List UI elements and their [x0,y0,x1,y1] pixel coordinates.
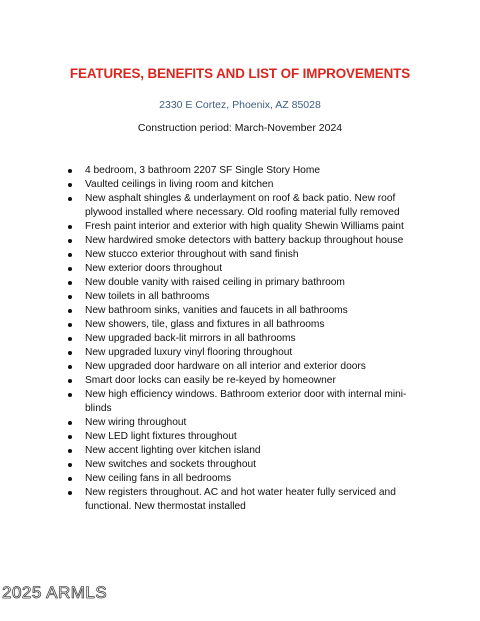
feature-item: New LED light fixtures throughout [65,430,425,444]
feature-item: New showers, tile, glass and fixtures in all bathrooms [65,318,425,332]
feature-item: New stucco exterior throughout with sand finish [65,248,425,262]
feature-item: Vaulted ceilings in living room and kitchen [65,178,425,192]
feature-item: New upgraded door hardware on all interior and exterior doors [65,360,425,374]
property-address: 2330 E Cortez, Phoenix, AZ 85028 [159,99,321,111]
feature-item: Smart door locks can easily be re-keyed by homeowner [65,374,425,388]
feature-item: New upgraded luxury vinyl flooring throughout [65,346,425,360]
feature-item: New registers throughout. AC and hot water heater fully serviced and functional. New thermostat installed [65,486,425,514]
feature-item: New accent lighting over kitchen island [65,444,425,458]
document-title: FEATURES, BENEFITS AND LIST OF IMPROVEMENTS [69,66,411,81]
feature-item: New upgraded back-lit mirrors in all bathrooms [65,332,425,346]
features-list [65,164,425,514]
feature-item: 4 bedroom, 3 bathroom 2207 SF Single Story Home [65,164,425,178]
feature-item: New exterior doors throughout [65,262,425,276]
feature-item: New bathroom sinks, vanities and faucets in all bathrooms [65,304,425,318]
construction-period: Construction period: March-November 2024 [137,122,343,134]
feature-item: New toilets in all bathrooms [65,290,425,304]
feature-item: New switches and sockets throughout [65,458,425,472]
feature-item: Fresh paint interior and exterior with high quality Shewin Williams paint [65,220,425,234]
feature-item: New wiring throughout [65,416,425,430]
feature-item: New asphalt shingles & underlayment on roof & back patio. New roof plywood installed where necessary. Old roofing material fully removed [65,192,425,220]
mls-watermark: 2025 ARMLS [2,583,108,602]
feature-item: New ceiling fans in all bedrooms [65,472,425,486]
feature-item: New double vanity with raised ceiling in primary bathroom [65,276,425,290]
feature-item: New high efficiency windows. Bathroom exterior door with internal mini-blinds [65,388,425,416]
feature-item: New hardwired smoke detectors with battery backup throughout house [65,234,425,248]
